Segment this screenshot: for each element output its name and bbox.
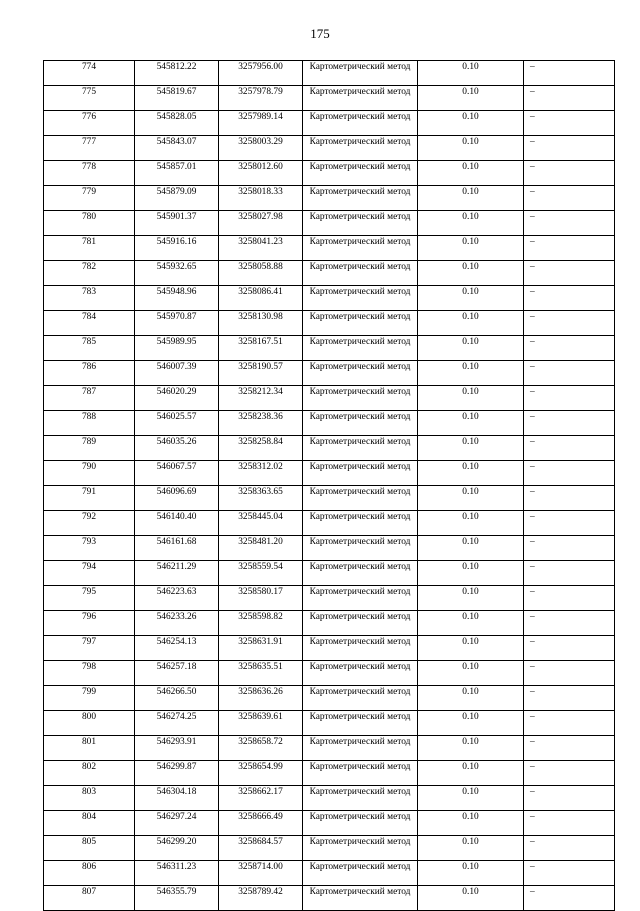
point-number-cell: 796 — [44, 611, 135, 636]
x-coordinate-cell: 545857.01 — [135, 161, 219, 186]
accuracy-cell: 0.10 — [418, 86, 524, 111]
point-number-cell: 803 — [44, 786, 135, 811]
accuracy-cell: 0.10 — [418, 886, 524, 911]
y-coordinate-cell: 3258598.82 — [219, 611, 303, 636]
x-coordinate-cell: 546067.57 — [135, 461, 219, 486]
method-cell: Картометрический метод — [303, 386, 418, 411]
x-coordinate-cell: 546233.26 — [135, 611, 219, 636]
accuracy-cell: 0.10 — [418, 611, 524, 636]
x-coordinate-cell: 546299.87 — [135, 761, 219, 786]
description-cell: – — [524, 736, 615, 761]
method-cell: Картометрический метод — [303, 311, 418, 336]
method-cell: Картометрический метод — [303, 486, 418, 511]
point-number-cell: 782 — [44, 261, 135, 286]
y-coordinate-cell: 3258636.26 — [219, 686, 303, 711]
method-cell: Картометрический метод — [303, 61, 418, 86]
point-number-cell: 799 — [44, 686, 135, 711]
x-coordinate-cell: 545932.65 — [135, 261, 219, 286]
point-number-cell: 806 — [44, 861, 135, 886]
accuracy-cell: 0.10 — [418, 111, 524, 136]
point-number-cell: 798 — [44, 661, 135, 686]
x-coordinate-cell: 545879.09 — [135, 186, 219, 211]
method-cell: Картометрический метод — [303, 461, 418, 486]
y-coordinate-cell: 3258041.23 — [219, 236, 303, 261]
description-cell: – — [524, 561, 615, 586]
description-cell: – — [524, 61, 615, 86]
point-number-cell: 780 — [44, 211, 135, 236]
description-cell: – — [524, 336, 615, 361]
y-coordinate-cell: 3258684.57 — [219, 836, 303, 861]
coordinates-table — [43, 60, 615, 911]
accuracy-cell: 0.10 — [418, 761, 524, 786]
x-coordinate-cell: 546299.20 — [135, 836, 219, 861]
description-cell: – — [524, 536, 615, 561]
accuracy-cell: 0.10 — [418, 786, 524, 811]
description-cell: – — [524, 686, 615, 711]
x-coordinate-cell: 545948.96 — [135, 286, 219, 311]
x-coordinate-cell: 545819.67 — [135, 86, 219, 111]
y-coordinate-cell: 3258238.36 — [219, 411, 303, 436]
point-number-cell: 787 — [44, 386, 135, 411]
table-row — [44, 811, 615, 836]
description-cell: – — [524, 211, 615, 236]
y-coordinate-cell: 3258445.04 — [219, 511, 303, 536]
accuracy-cell: 0.10 — [418, 586, 524, 611]
y-coordinate-cell: 3258714.00 — [219, 861, 303, 886]
table-row — [44, 411, 615, 436]
method-cell: Картометрический метод — [303, 86, 418, 111]
description-cell: – — [524, 386, 615, 411]
point-number-cell: 791 — [44, 486, 135, 511]
point-number-cell: 795 — [44, 586, 135, 611]
method-cell: Картометрический метод — [303, 261, 418, 286]
x-coordinate-cell: 546096.69 — [135, 486, 219, 511]
description-cell: – — [524, 186, 615, 211]
y-coordinate-cell: 3258666.49 — [219, 811, 303, 836]
table-row — [44, 286, 615, 311]
y-coordinate-cell: 3258789.42 — [219, 886, 303, 911]
table-row — [44, 786, 615, 811]
table-row — [44, 236, 615, 261]
x-coordinate-cell: 546257.18 — [135, 661, 219, 686]
x-coordinate-cell: 546355.79 — [135, 886, 219, 911]
table-row — [44, 211, 615, 236]
y-coordinate-cell: 3258559.54 — [219, 561, 303, 586]
point-number-cell: 793 — [44, 536, 135, 561]
accuracy-cell: 0.10 — [418, 161, 524, 186]
point-number-cell: 788 — [44, 411, 135, 436]
y-coordinate-cell: 3258481.20 — [219, 536, 303, 561]
table-row — [44, 886, 615, 911]
accuracy-cell: 0.10 — [418, 811, 524, 836]
description-cell: – — [524, 236, 615, 261]
accuracy-cell: 0.10 — [418, 311, 524, 336]
accuracy-cell: 0.10 — [418, 61, 524, 86]
description-cell: – — [524, 611, 615, 636]
accuracy-cell: 0.10 — [418, 536, 524, 561]
accuracy-cell: 0.10 — [418, 236, 524, 261]
point-number-cell: 777 — [44, 136, 135, 161]
accuracy-cell: 0.10 — [418, 336, 524, 361]
description-cell: – — [524, 861, 615, 886]
method-cell: Картометрический метод — [303, 836, 418, 861]
table-row — [44, 561, 615, 586]
y-coordinate-cell: 3258654.99 — [219, 761, 303, 786]
x-coordinate-cell: 545812.22 — [135, 61, 219, 86]
x-coordinate-cell: 546254.13 — [135, 636, 219, 661]
table-row — [44, 761, 615, 786]
description-cell: – — [524, 411, 615, 436]
y-coordinate-cell: 3258363.65 — [219, 486, 303, 511]
description-cell: – — [524, 461, 615, 486]
description-cell: – — [524, 886, 615, 911]
x-coordinate-cell: 546274.25 — [135, 711, 219, 736]
table-row — [44, 311, 615, 336]
point-number-cell: 794 — [44, 561, 135, 586]
y-coordinate-cell: 3257956.00 — [219, 61, 303, 86]
y-coordinate-cell: 3258258.84 — [219, 436, 303, 461]
description-cell: – — [524, 711, 615, 736]
method-cell: Картометрический метод — [303, 536, 418, 561]
accuracy-cell: 0.10 — [418, 136, 524, 161]
method-cell: Картометрический метод — [303, 411, 418, 436]
method-cell: Картометрический метод — [303, 636, 418, 661]
accuracy-cell: 0.10 — [418, 686, 524, 711]
description-cell: – — [524, 636, 615, 661]
y-coordinate-cell: 3258130.98 — [219, 311, 303, 336]
description-cell: – — [524, 811, 615, 836]
x-coordinate-cell: 546311.23 — [135, 861, 219, 886]
table-row — [44, 361, 615, 386]
table-row — [44, 86, 615, 111]
point-number-cell: 785 — [44, 336, 135, 361]
table-row — [44, 586, 615, 611]
x-coordinate-cell: 546223.63 — [135, 586, 219, 611]
table-row — [44, 511, 615, 536]
point-number-cell: 802 — [44, 761, 135, 786]
point-number-cell: 779 — [44, 186, 135, 211]
method-cell: Картометрический метод — [303, 586, 418, 611]
description-cell: – — [524, 86, 615, 111]
accuracy-cell: 0.10 — [418, 836, 524, 861]
y-coordinate-cell: 3258027.98 — [219, 211, 303, 236]
method-cell: Картометрический метод — [303, 286, 418, 311]
x-coordinate-cell: 546266.50 — [135, 686, 219, 711]
accuracy-cell: 0.10 — [418, 486, 524, 511]
y-coordinate-cell: 3258635.51 — [219, 661, 303, 686]
x-coordinate-cell: 546297.24 — [135, 811, 219, 836]
point-number-cell: 807 — [44, 886, 135, 911]
method-cell: Картометрический метод — [303, 111, 418, 136]
accuracy-cell: 0.10 — [418, 411, 524, 436]
method-cell: Картометрический метод — [303, 561, 418, 586]
description-cell: – — [524, 136, 615, 161]
point-number-cell: 801 — [44, 736, 135, 761]
accuracy-cell: 0.10 — [418, 361, 524, 386]
method-cell: Картометрический метод — [303, 711, 418, 736]
table-row — [44, 461, 615, 486]
table-row — [44, 386, 615, 411]
point-number-cell: 792 — [44, 511, 135, 536]
method-cell: Картометрический метод — [303, 661, 418, 686]
x-coordinate-cell: 546304.18 — [135, 786, 219, 811]
y-coordinate-cell: 3257989.14 — [219, 111, 303, 136]
method-cell: Картометрический метод — [303, 811, 418, 836]
y-coordinate-cell: 3258058.88 — [219, 261, 303, 286]
y-coordinate-cell: 3258662.17 — [219, 786, 303, 811]
accuracy-cell: 0.10 — [418, 711, 524, 736]
description-cell: – — [524, 161, 615, 186]
y-coordinate-cell: 3258086.41 — [219, 286, 303, 311]
point-number-cell: 774 — [44, 61, 135, 86]
method-cell: Картометрический метод — [303, 336, 418, 361]
point-number-cell: 775 — [44, 86, 135, 111]
method-cell: Картометрический метод — [303, 211, 418, 236]
table-row — [44, 836, 615, 861]
table-row — [44, 486, 615, 511]
x-coordinate-cell: 546161.68 — [135, 536, 219, 561]
accuracy-cell: 0.10 — [418, 511, 524, 536]
y-coordinate-cell: 3258658.72 — [219, 736, 303, 761]
table-row — [44, 436, 615, 461]
accuracy-cell: 0.10 — [418, 386, 524, 411]
point-number-cell: 783 — [44, 286, 135, 311]
x-coordinate-cell: 545989.95 — [135, 336, 219, 361]
y-coordinate-cell: 3257978.79 — [219, 86, 303, 111]
method-cell: Картометрический метод — [303, 236, 418, 261]
accuracy-cell: 0.10 — [418, 861, 524, 886]
table-row — [44, 336, 615, 361]
point-number-cell: 778 — [44, 161, 135, 186]
y-coordinate-cell: 3258018.33 — [219, 186, 303, 211]
table-row — [44, 186, 615, 211]
table-row — [44, 861, 615, 886]
table-row — [44, 136, 615, 161]
table-row — [44, 661, 615, 686]
x-coordinate-cell: 545828.05 — [135, 111, 219, 136]
description-cell: – — [524, 111, 615, 136]
accuracy-cell: 0.10 — [418, 261, 524, 286]
method-cell: Картометрический метод — [303, 886, 418, 911]
point-number-cell: 804 — [44, 811, 135, 836]
description-cell: – — [524, 511, 615, 536]
y-coordinate-cell: 3258003.29 — [219, 136, 303, 161]
table-row — [44, 736, 615, 761]
description-cell: – — [524, 836, 615, 861]
method-cell: Картометрический метод — [303, 736, 418, 761]
description-cell: – — [524, 361, 615, 386]
point-number-cell: 789 — [44, 436, 135, 461]
x-coordinate-cell: 546293.91 — [135, 736, 219, 761]
y-coordinate-cell: 3258190.57 — [219, 361, 303, 386]
x-coordinate-cell: 545843.07 — [135, 136, 219, 161]
method-cell: Картометрический метод — [303, 136, 418, 161]
method-cell: Картометрический метод — [303, 186, 418, 211]
accuracy-cell: 0.10 — [418, 636, 524, 661]
accuracy-cell: 0.10 — [418, 186, 524, 211]
x-coordinate-cell: 545901.37 — [135, 211, 219, 236]
table-row — [44, 111, 615, 136]
description-cell: – — [524, 436, 615, 461]
point-number-cell: 776 — [44, 111, 135, 136]
x-coordinate-cell: 546140.40 — [135, 511, 219, 536]
method-cell: Картометрический метод — [303, 686, 418, 711]
method-cell: Картометрический метод — [303, 361, 418, 386]
description-cell: – — [524, 486, 615, 511]
description-cell: – — [524, 311, 615, 336]
method-cell: Картометрический метод — [303, 436, 418, 461]
y-coordinate-cell: 3258212.34 — [219, 386, 303, 411]
table-row — [44, 711, 615, 736]
x-coordinate-cell: 546035.26 — [135, 436, 219, 461]
page-number: 175 — [310, 26, 330, 41]
point-number-cell: 784 — [44, 311, 135, 336]
method-cell: Картометрический метод — [303, 511, 418, 536]
table-row — [44, 261, 615, 286]
point-number-cell: 805 — [44, 836, 135, 861]
x-coordinate-cell: 546211.29 — [135, 561, 219, 586]
x-coordinate-cell: 545916.16 — [135, 236, 219, 261]
x-coordinate-cell: 545970.87 — [135, 311, 219, 336]
description-cell: – — [524, 286, 615, 311]
description-cell: – — [524, 786, 615, 811]
table-row — [44, 611, 615, 636]
description-cell: – — [524, 586, 615, 611]
table-row — [44, 161, 615, 186]
description-cell: – — [524, 661, 615, 686]
accuracy-cell: 0.10 — [418, 661, 524, 686]
table-row — [44, 61, 615, 86]
y-coordinate-cell: 3258312.02 — [219, 461, 303, 486]
method-cell: Картометрический метод — [303, 761, 418, 786]
description-cell: – — [524, 261, 615, 286]
description-cell: – — [524, 761, 615, 786]
y-coordinate-cell: 3258639.61 — [219, 711, 303, 736]
method-cell: Картометрический метод — [303, 861, 418, 886]
y-coordinate-cell: 3258631.91 — [219, 636, 303, 661]
accuracy-cell: 0.10 — [418, 211, 524, 236]
method-cell: Картометрический метод — [303, 786, 418, 811]
table-row — [44, 536, 615, 561]
y-coordinate-cell: 3258012.60 — [219, 161, 303, 186]
y-coordinate-cell: 3258580.17 — [219, 586, 303, 611]
point-number-cell: 781 — [44, 236, 135, 261]
y-coordinate-cell: 3258167.51 — [219, 336, 303, 361]
method-cell: Картометрический метод — [303, 161, 418, 186]
point-number-cell: 800 — [44, 711, 135, 736]
method-cell: Картометрический метод — [303, 611, 418, 636]
accuracy-cell: 0.10 — [418, 461, 524, 486]
accuracy-cell: 0.10 — [418, 561, 524, 586]
table-row — [44, 636, 615, 661]
table-row — [44, 686, 615, 711]
accuracy-cell: 0.10 — [418, 286, 524, 311]
point-number-cell: 797 — [44, 636, 135, 661]
point-number-cell: 786 — [44, 361, 135, 386]
accuracy-cell: 0.10 — [418, 736, 524, 761]
table-body — [44, 61, 615, 911]
x-coordinate-cell: 546025.57 — [135, 411, 219, 436]
x-coordinate-cell: 546020.29 — [135, 386, 219, 411]
point-number-cell: 790 — [44, 461, 135, 486]
x-coordinate-cell: 546007.39 — [135, 361, 219, 386]
accuracy-cell: 0.10 — [418, 436, 524, 461]
